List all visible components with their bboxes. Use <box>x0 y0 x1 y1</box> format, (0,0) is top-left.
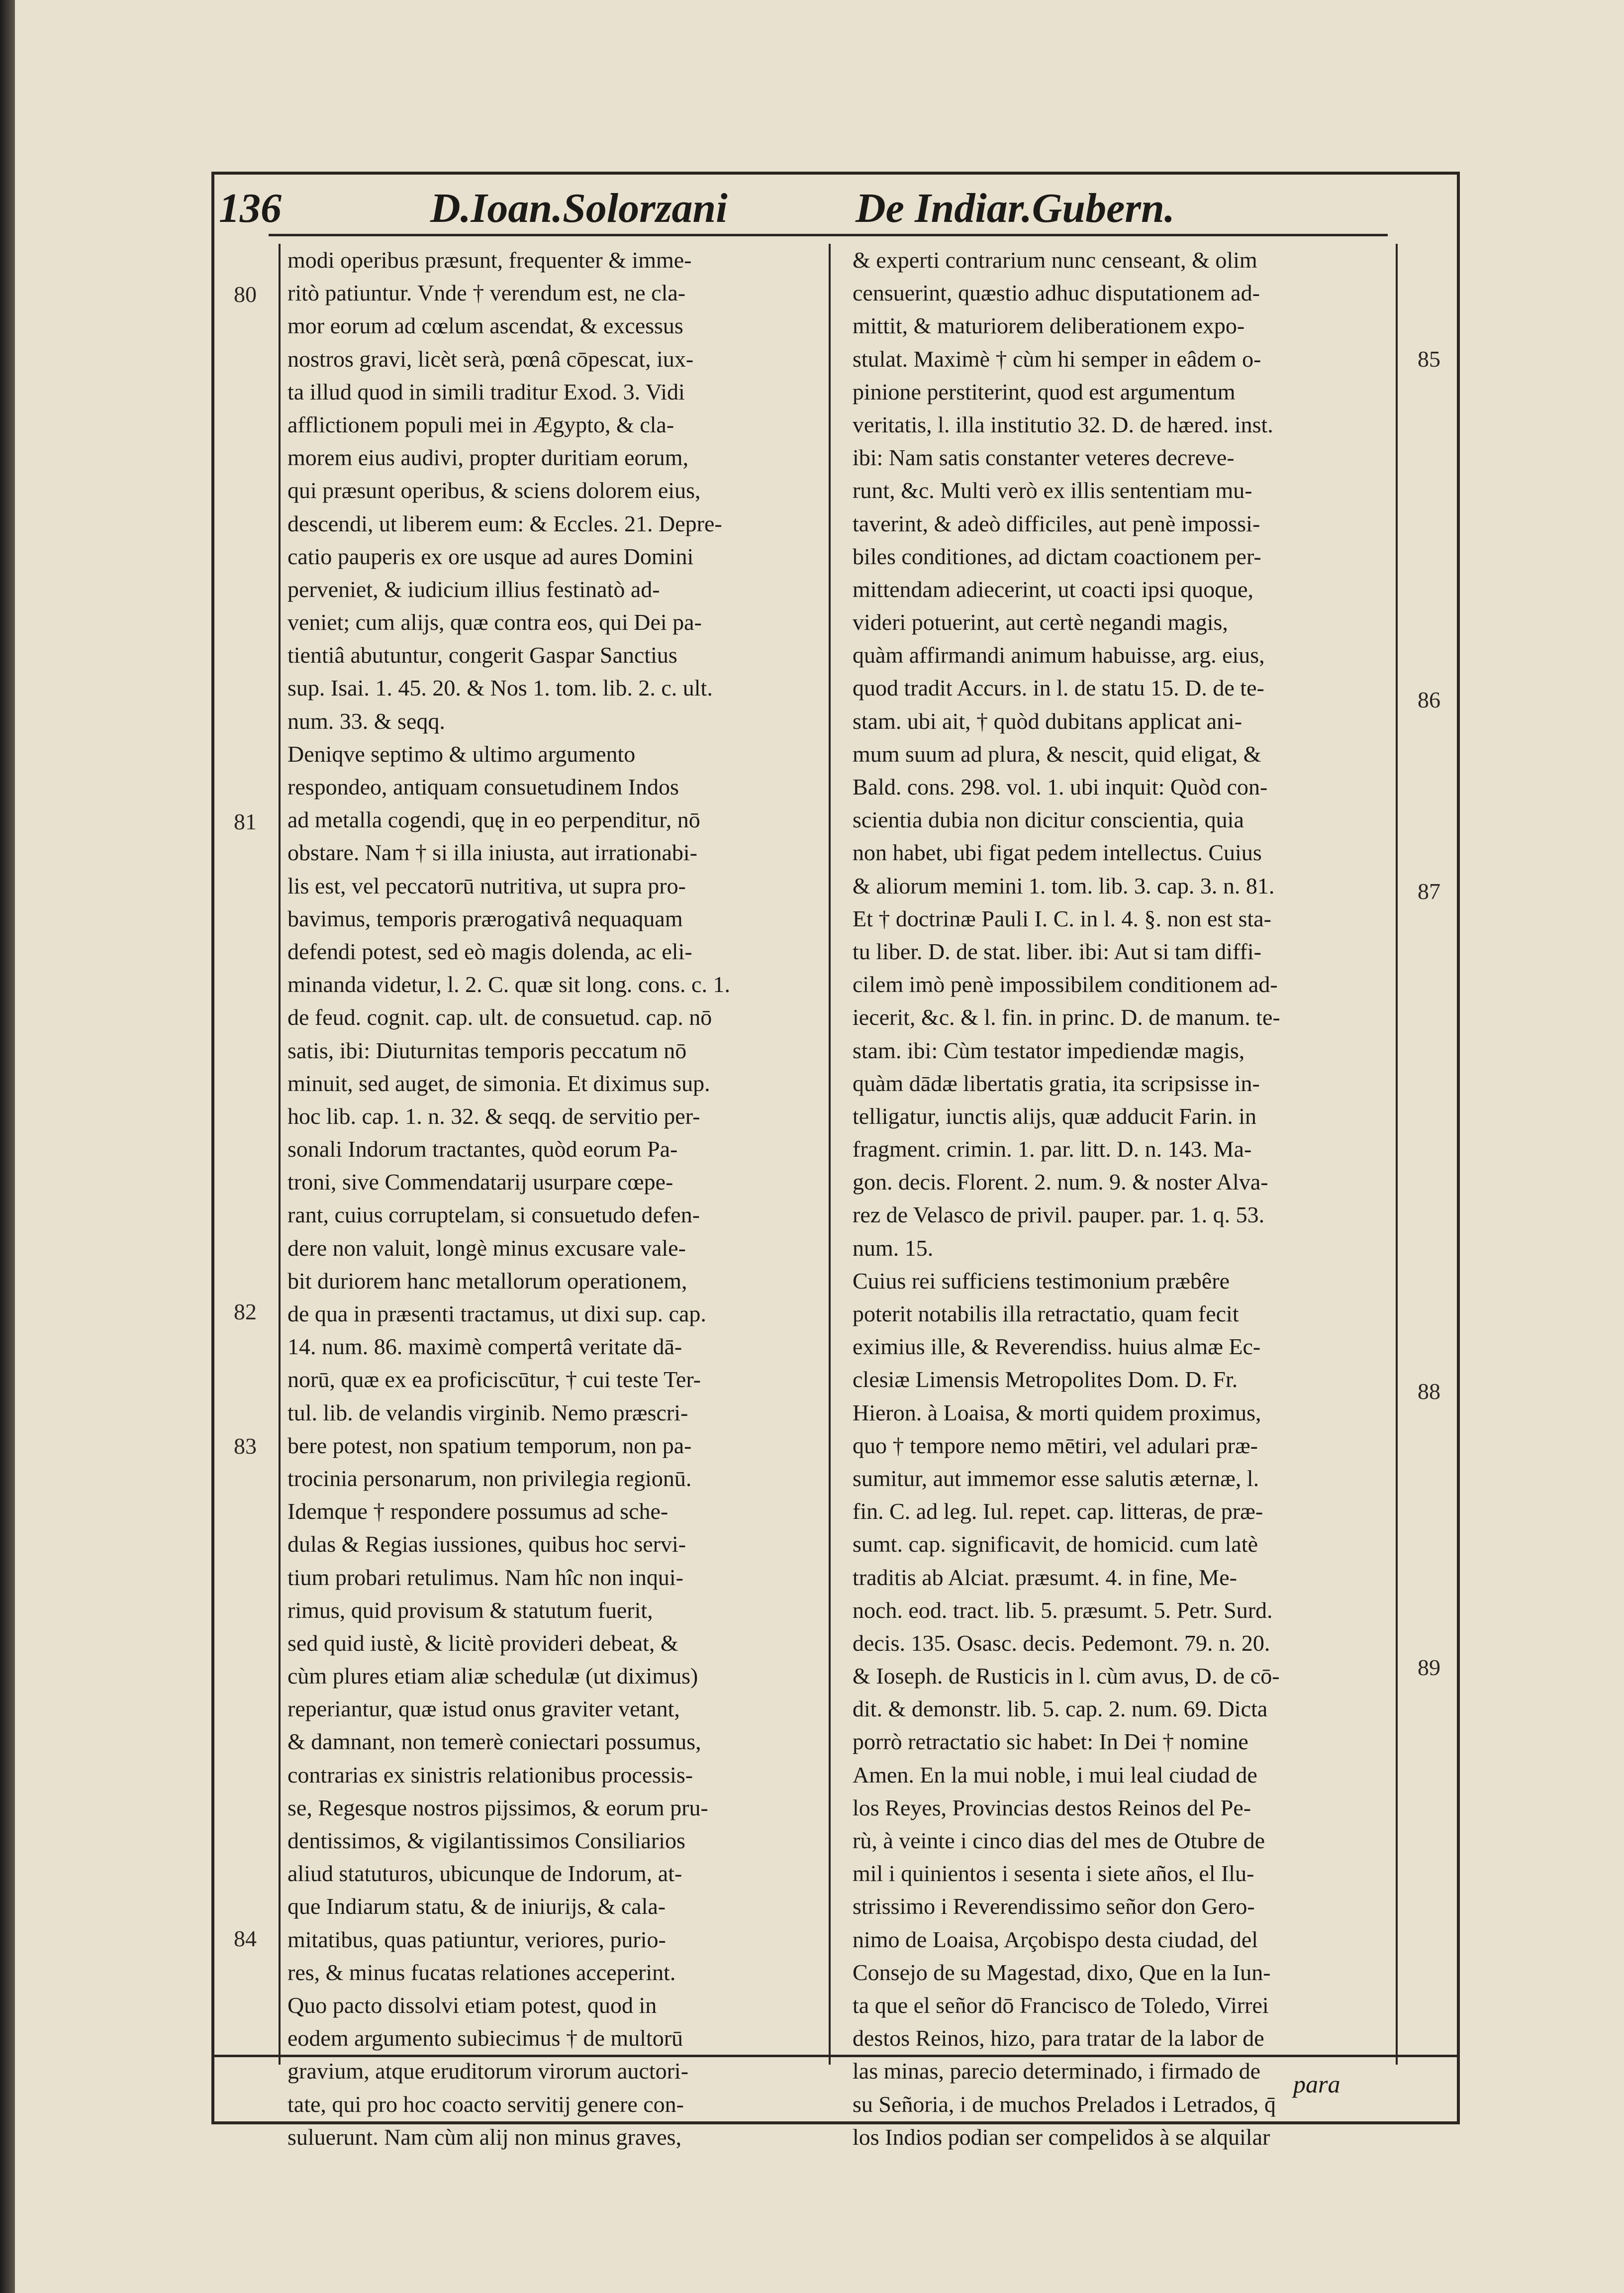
text-line: de feud. cognit. cap. ult. de consuetud. cap. nō <box>287 1004 712 1030</box>
text-line: mil i quinientos i sesenta i siete años, el Ilu- <box>853 1861 1254 1887</box>
text-line: rimus, quid provisum & statutum fuerit, <box>287 1597 653 1623</box>
text-line: mittendam adiecerint, ut coacti ipsi quoque, <box>853 576 1254 602</box>
margin-number: 89 <box>1418 1655 1440 1680</box>
text-line: Idemque † respondere possumus ad sche- <box>287 1498 669 1524</box>
text-line: num. 15. <box>853 1235 934 1261</box>
text-line: troni, sive Commendatarij usurpare cœpe- <box>287 1169 673 1195</box>
text-line: bere potest, non spatium temporum, non pa- <box>287 1432 692 1458</box>
text-line: mittit, & maturiorem deliberationem expo- <box>853 313 1245 339</box>
text-line: contrarias ex sinistris relationibus processis- <box>287 1762 693 1788</box>
margin-number: 88 <box>1418 1379 1440 1404</box>
text-line: norū, quæ ex ea proficiscūtur, † cui teste Ter- <box>287 1367 701 1393</box>
text-line: stulat. Maximè † cùm hi semper in eâdem o- <box>853 346 1261 372</box>
text-line: & damnant, non temerè coniectari possumus, <box>287 1729 701 1755</box>
text-line: Bald. cons. 298. vol. 1. ubi inquit: Quòd con- <box>853 774 1268 799</box>
text-line: videri potuerint, aut certè negandi magis, <box>853 609 1228 635</box>
text-line: aliud statuturos, ubicunque de Indorum, at- <box>287 1861 682 1887</box>
text-line: tium probari retulimus. Nam hîc non inqui- <box>287 1564 683 1590</box>
text-line: noch. eod. tract. lib. 5. præsumt. 5. Petr. Surd. <box>853 1597 1273 1623</box>
text-line: ritò patiuntur. Vnde † verendum est, ne cla- <box>287 280 686 306</box>
text-line: fragment. crimin. 1. par. litt. D. n. 143. Ma- <box>853 1136 1252 1162</box>
text-line: sumitur, aut immemor esse salutis æternæ, l. <box>853 1465 1259 1491</box>
text-line: veritatis, l. illa institutio 32. D. de hæred. inst. <box>853 411 1273 437</box>
text-line: & Ioseph. de Rusticis in l. cùm avus, D. de cō- <box>853 1663 1280 1689</box>
left-text-column <box>279 244 831 2150</box>
text-line: ibi: Nam satis constanter veteres decreve- <box>853 445 1235 471</box>
text-line: Hieron. à Loaisa, & morti quidem proximus, <box>853 1399 1261 1425</box>
text-line: stam. ibi: Cùm testator impediendæ magis, <box>853 1037 1245 1063</box>
text-line: poterit notabilis illa retractatio, quam fecit <box>853 1301 1239 1326</box>
running-title-left: D.Ioan.Solorzani <box>430 185 728 231</box>
header-rule <box>269 234 1388 236</box>
text-line: ad metalla cogendi, quę in eo perpenditur, nō <box>287 807 700 833</box>
running-header <box>219 179 1452 239</box>
text-line: sup. Isai. 1. 45. 20. & Nos 1. tom. lib. 2. c. ult. <box>287 675 713 701</box>
text-line: gon. decis. Florent. 2. num. 9. & noster Alva- <box>853 1169 1268 1195</box>
margin-number: 87 <box>1418 879 1440 904</box>
text-line: cùm plures etiam aliæ schedulæ (ut diximus) <box>287 1663 698 1689</box>
margin-number: 80 <box>234 282 257 307</box>
text-line: Cuius rei sufficiens testimonium præbêre <box>853 1268 1230 1294</box>
text-line: descendi, ut liberem eum: & Eccles. 21. Depre- <box>287 510 722 536</box>
text-line: sed quid iustè, & licitè provideri debeat, & <box>287 1630 678 1656</box>
text-line: mum suum ad plura, & nescit, quid eligat, & <box>853 741 1261 767</box>
text-line: stam. ubi ait, † quòd dubitans applicat ani- <box>853 708 1242 734</box>
text-line: eodem argumento subiecimus † de multorū <box>287 2025 683 2051</box>
text-line: quo † tempore nemo mētiri, vel adulari præ- <box>853 1432 1258 1458</box>
text-line: bavimus, temporis prærogativâ nequaquam <box>287 905 683 931</box>
text-line: modi operibus præsunt, frequenter & imme- <box>287 247 692 273</box>
text-line: que Indiarum statu, & de iniurijs, & cala- <box>287 1894 666 1919</box>
text-line: & aliorum memini 1. tom. lib. 3. cap. 3. n. 81. <box>853 873 1275 898</box>
text-line: non habet, ubi figat pedem intellectus. Cuius <box>853 840 1262 866</box>
text-line: bit duriorem hanc metallorum operationem, <box>287 1268 687 1294</box>
text-line: ta illud quod in simili traditur Exod. 3. Vidi <box>287 379 685 404</box>
text-line: destos Reinos, hizo, para tratar de la labor de <box>853 2025 1264 2051</box>
text-line: trocinia personarum, non privilegia regionū. <box>287 1465 692 1491</box>
margin-number: 81 <box>234 809 257 834</box>
text-line: censuerint, quæstio adhuc disputationem ad- <box>853 280 1260 306</box>
text-line: Quo pacto dissolvi etiam potest, quod in <box>287 1992 657 2018</box>
text-line: runt, &c. Multi verò ex illis sententiam mu- <box>853 478 1252 503</box>
text-line: minanda videtur, l. 2. C. quæ sit long. cons. c. 1. <box>287 972 730 997</box>
text-line: fin. C. ad leg. Iul. repet. cap. litteras, de præ- <box>853 1498 1263 1524</box>
text-line: se, Regesque nostros pijssimos, & eorum pru- <box>287 1795 708 1820</box>
text-line: quàm dādæ libertatis gratia, ita scripsisse in- <box>853 1070 1260 1096</box>
text-line: strissimo i Reverendissimo señor don Gero- <box>853 1894 1255 1919</box>
text-line: mor eorum ad cœlum ascendat, & excessus <box>287 313 683 339</box>
text-line: defendi potest, sed eò magis dolenda, ac eli- <box>287 938 692 964</box>
text-line: los Indios podian ser compelidos à se alquilar <box>853 2124 1270 2150</box>
margin-number: 86 <box>1418 687 1440 712</box>
text-line: perveniet, & iudicium illius festinatò ad- <box>287 576 660 602</box>
text-line: Amen. En la mui noble, i mui leal ciudad de <box>853 1762 1257 1788</box>
catchword: para <box>1293 2070 1340 2098</box>
text-line: afflictionem populi mei in Ægypto, & cla- <box>287 411 674 437</box>
text-line: suluerunt. Nam cùm alij non minus graves, <box>287 2124 682 2150</box>
text-line: reperiantur, quæ istud onus graviter vetant, <box>287 1696 680 1722</box>
text-line: los Reyes, Provincias destos Reinos del Pe- <box>853 1795 1251 1820</box>
text-line: gravium, atque eruditorum virorum auctori- <box>287 2058 689 2084</box>
text-line: mitatibus, quas patiuntur, veriores, purio- <box>287 1926 666 1952</box>
text-line: morem eius audivi, propter duritiam eorum, <box>287 445 689 471</box>
text-line: num. 33. & seqq. <box>287 708 445 734</box>
text-line: su Señoria, i de muchos Prelados i Letrados, q̄ <box>853 2091 1276 2117</box>
running-title-right: De Indiar.Gubern. <box>856 185 1175 231</box>
text-line: Deniqve septimo & ultimo argumento <box>287 741 636 767</box>
margin-number: 85 <box>1418 346 1440 372</box>
text-line: cilem imò penè impossibilem conditionem ad- <box>853 972 1278 997</box>
text-line: veniet; cum alijs, quæ contra eos, qui Dei pa- <box>287 609 702 635</box>
text-line: eximius ille, & Reverendiss. huius almæ Ec- <box>853 1334 1261 1360</box>
text-line: telligatur, iunctis alijs, quæ adducit Farin. in <box>853 1103 1256 1129</box>
text-line: sumt. cap. significavit, de homicid. cum latè <box>853 1531 1258 1557</box>
text-line: rù, à veinte i cinco dias del mes de Otubre de <box>853 1828 1265 1853</box>
text-line: traditis ab Alciat. præsumt. 4. in fine, Me- <box>853 1564 1237 1590</box>
text-line: respondeo, antiquam consuetudinem Indos <box>287 774 679 799</box>
text-line: & experti contrarium nunc censeant, & olim <box>853 247 1257 273</box>
text-line: obstare. Nam † si illa iniusta, aut irrationabi- <box>287 840 697 866</box>
text-line: dentissimos, & vigilantissimos Consiliarios <box>287 1828 685 1853</box>
text-line: nimo de Loaisa, Arçobispo desta ciudad, del <box>853 1926 1258 1952</box>
text-line: nostros gravi, licèt serà, pœnâ cōpescat, iux- <box>287 346 694 372</box>
text-line: quod tradit Accurs. in l. de statu 15. D. de te- <box>853 675 1264 701</box>
text-line: satis, ibi: Diuturnitas temporis peccatum nō <box>287 1037 687 1063</box>
page-number: 136 <box>219 185 282 231</box>
text-line: tu liber. D. de stat. liber. ibi: Aut si tam diffi- <box>853 938 1261 964</box>
text-line: porrò retractatio sic habet: In Dei † nomine <box>853 1729 1248 1755</box>
text-line: decis. 135. Osasc. decis. Pedemont. 79. n. 20. <box>853 1630 1270 1656</box>
text-line: qui præsunt operibus, & sciens dolorem eius, <box>287 478 701 503</box>
text-line: dere non valuit, longè minus excusare vale- <box>287 1235 686 1261</box>
text-line: dulas & Regias iussiones, quibus hoc servi- <box>287 1531 686 1557</box>
text-line: pinione perstiterint, quod est argumentum <box>853 379 1236 404</box>
text-line: dit. & demonstr. lib. 5. cap. 2. num. 69. Dicta <box>853 1696 1268 1722</box>
text-line: minuit, sed auget, de simonia. Et diximus sup. <box>287 1070 710 1096</box>
text-line: biles conditiones, ad dictam coactionem per- <box>853 543 1261 569</box>
text-line: las minas, parecio determinado, i firmado de <box>853 2058 1261 2084</box>
text-line: ta que el señor dō Francisco de Toledo, Virrei <box>853 1992 1269 2018</box>
text-line: rant, cuius corruptelam, si consuetudo defen- <box>287 1202 700 1228</box>
text-line: quàm affirmandi animum habuisse, arg. eius, <box>853 642 1265 668</box>
text-line: de qua in præsenti tractamus, ut dixi sup. cap. <box>287 1301 706 1326</box>
text-line: hoc lib. cap. 1. n. 32. & seqq. de servitio per- <box>287 1103 700 1129</box>
text-line: catio pauperis ex ore usque ad aures Domini <box>287 543 694 569</box>
text-line: Consejo de su Magestad, dixo, Que en la Iun- <box>853 1959 1271 1985</box>
text-line: 14. num. 86. maximè compertâ veritate dā- <box>287 1334 682 1360</box>
text-line: clesiæ Limensis Metropolites Dom. D. Fr. <box>853 1367 1238 1393</box>
text-line: scientia dubia non dicitur conscientia, quia <box>853 807 1244 833</box>
text-line: tientiâ abutuntur, congerit Gaspar Sanctius <box>287 642 677 668</box>
text-line: iecerit, &c. & l. fin. in princ. D. de manum. te- <box>853 1004 1280 1030</box>
right-text-column <box>846 244 1398 2150</box>
text-line: taverint, & adeò difficiles, aut penè impossi- <box>853 510 1260 536</box>
text-line: sonali Indorum tractantes, quòd eorum Pa- <box>287 1136 678 1162</box>
margin-number: 84 <box>234 1926 257 1951</box>
text-line: tul. lib. de velandis virginib. Nemo præscri- <box>287 1399 688 1425</box>
text-line: rez de Velasco de privil. pauper. par. 1. q. 53. <box>853 1202 1265 1228</box>
text-line: Et † doctrinæ Pauli I. C. in l. 4. §. non est sta- <box>853 905 1271 931</box>
text-line: res, & minus fucatas relationes acceperint. <box>287 1959 676 1985</box>
text-line: tate, qui pro hoc coacto servitij genere con- <box>287 2091 684 2117</box>
margin-number: 83 <box>234 1433 257 1459</box>
text-line: lis est, vel peccatorū nutritiva, ut supra pro- <box>287 873 686 898</box>
bottom-rule <box>211 2055 1460 2057</box>
margin-number: 82 <box>234 1299 257 1324</box>
